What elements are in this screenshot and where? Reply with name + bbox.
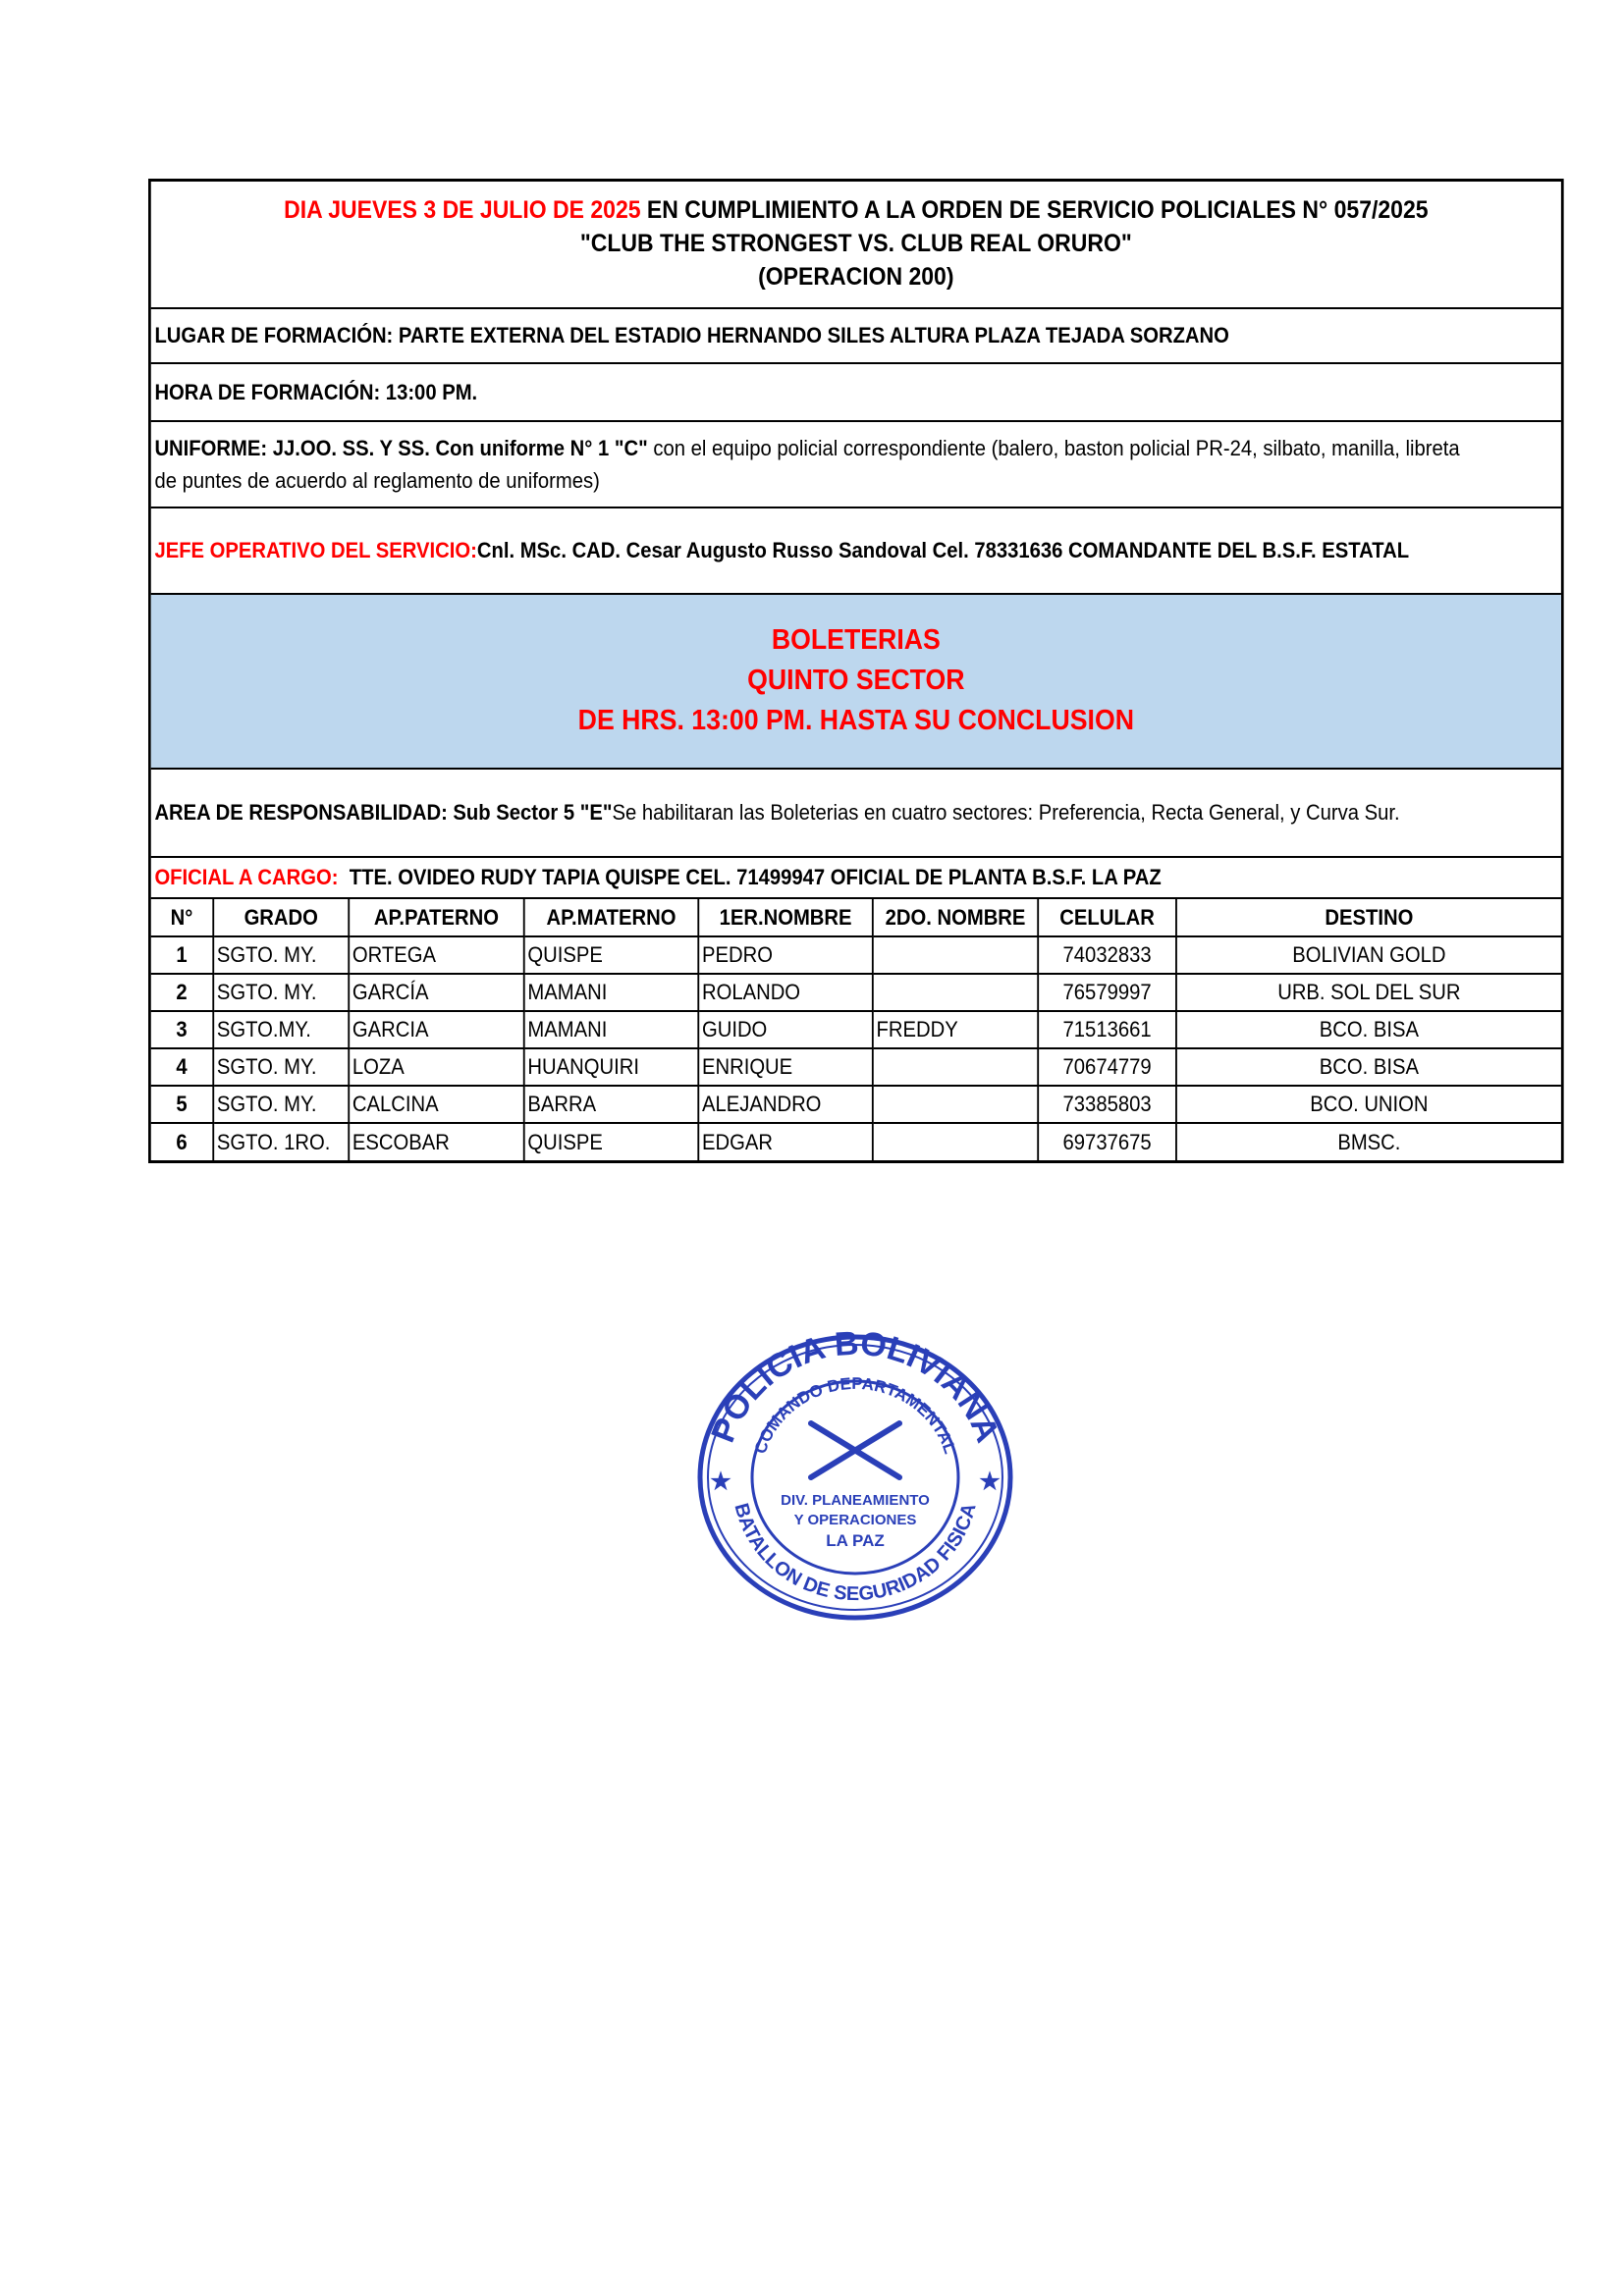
seal-outer-text: POLICIA BOLIVIANA: [704, 1330, 1006, 1448]
operations-chief: [151, 508, 1561, 595]
cell-maternal-surname: MAMANI: [524, 1011, 699, 1048]
officer-in-charge: [151, 858, 1561, 899]
formation-time: [151, 364, 1561, 422]
table-row: [151, 936, 1561, 974]
cell-destination: BMSC.: [1176, 1123, 1561, 1160]
cell-rank: SGTO. MY.: [213, 974, 349, 1011]
cell-phone: 70674779: [1038, 1048, 1176, 1086]
table-row: [151, 1011, 1561, 1048]
crossed-rifles-icon: [811, 1423, 899, 1477]
header-line-3: (OPERACION 200): [758, 263, 954, 291]
cell-first-name: ENRIQUE: [698, 1048, 873, 1086]
cell-first-name: GUIDO: [698, 1011, 873, 1048]
uniform-label: UNIFORME: JJ.OO. SS. Y SS. Con uniforme N° 1 "C": [154, 436, 648, 460]
col-header-paternal-surname: AP.PATERNO: [349, 899, 523, 936]
cell-second-name: [873, 1123, 1038, 1160]
cell-second-name: [873, 974, 1038, 1011]
cell-phone: 73385803: [1038, 1086, 1176, 1123]
seal-star-right-icon: ★: [979, 1468, 1001, 1495]
header-order: EN CUMPLIMIENTO A LA ORDEN DE SERVICIO POLICIALES N° 057/2025: [640, 196, 1429, 224]
cell-paternal-surname: GARCIA: [349, 1011, 523, 1048]
col-header-phone: CELULAR: [1038, 899, 1176, 936]
cell-destination: BCO. BISA: [1176, 1048, 1561, 1086]
cell-second-name: [873, 1086, 1038, 1123]
table-row: [151, 974, 1561, 1011]
cell-maternal-surname: BARRA: [524, 1086, 699, 1123]
cell-phone: 74032833: [1038, 936, 1176, 974]
col-header-number: N°: [151, 899, 213, 936]
cell-phone: 69737675: [1038, 1123, 1176, 1160]
cell-second-name: [873, 936, 1038, 974]
cell-rank: SGTO.MY.: [213, 1011, 349, 1048]
cell-number: 2: [151, 974, 213, 1011]
cell-number: 6: [151, 1123, 213, 1160]
header-date: DIA JUEVES 3 DE JULIO DE 2025: [284, 196, 641, 224]
cell-destination: BOLIVIAN GOLD: [1176, 936, 1561, 974]
table-row: [151, 1048, 1561, 1086]
cell-destination: URB. SOL DEL SUR: [1176, 974, 1561, 1011]
cell-destination: BCO. BISA: [1176, 1011, 1561, 1048]
cell-rank: SGTO. MY.: [213, 936, 349, 974]
service-order-document: [148, 179, 1564, 1163]
cell-paternal-surname: CALCINA: [349, 1086, 523, 1123]
cell-phone: 76579997: [1038, 974, 1176, 1011]
header-line-1: [151, 193, 1561, 227]
seal-center-line-3: LA PAZ: [826, 1531, 885, 1550]
cell-phone: 71513661: [1038, 1011, 1176, 1048]
cell-number: 1: [151, 936, 213, 974]
cell-first-name: ROLANDO: [698, 974, 873, 1011]
formation-place-text: LUGAR DE FORMACIÓN: PARTE EXTERNA DEL ESTADIO HERNANDO SILES ALTURA PLAZA TEJADA SORZANO: [154, 323, 1229, 347]
uniform-line-1: [154, 432, 1459, 464]
section-schedule: DE HRS. 13:00 PM. HASTA SU CONCLUSION: [577, 705, 1134, 736]
cell-second-name: [873, 1048, 1038, 1086]
cell-paternal-surname: LOZA: [349, 1048, 523, 1086]
table-row: [151, 1086, 1561, 1123]
personnel-table-wrap: [151, 899, 1561, 1160]
uniform-info: [151, 422, 1561, 508]
seal-inner-top-text: COMANDO DEPARTAMENTAL: [750, 1373, 960, 1457]
cell-maternal-surname: QUISPE: [524, 1123, 699, 1160]
section-title: BOLETERIAS: [771, 624, 941, 656]
cell-paternal-surname: ORTEGA: [349, 936, 523, 974]
document-header: [151, 182, 1561, 309]
table-row: [151, 1123, 1561, 1160]
responsibility-detail: Se habilitaran las Boleterias en cuatro sectores: Preferencia, Recta General, y Curva Sur.: [612, 800, 1400, 825]
table-header-row: [151, 899, 1561, 936]
cell-maternal-surname: MAMANI: [524, 974, 699, 1011]
cell-destination: BCO. UNION: [1176, 1086, 1561, 1123]
col-header-rank: GRADO: [213, 899, 349, 936]
header-line-2: "CLUB THE STRONGEST VS. CLUB REAL ORURO": [579, 230, 1132, 257]
cell-number: 5: [151, 1086, 213, 1123]
cell-second-name: FREDDY: [873, 1011, 1038, 1048]
cell-rank: SGTO. 1RO.: [213, 1123, 349, 1160]
section-banner: [151, 595, 1561, 770]
formation-place: [151, 309, 1561, 364]
cell-first-name: PEDRO: [698, 936, 873, 974]
cell-paternal-surname: ESCOBAR: [349, 1123, 523, 1160]
col-header-maternal-surname: AP.MATERNO: [524, 899, 699, 936]
col-header-second-name: 2DO. NOMBRE: [873, 899, 1038, 936]
officer-value: TTE. OVIDEO RUDY TAPIA QUISPE CEL. 71499947 OFICIAL DE PLANTA B.S.F. LA PAZ: [338, 865, 1162, 889]
seal-center-line-2: Y OPERACIONES: [793, 1512, 917, 1528]
seal-star-left-icon: ★: [710, 1468, 731, 1495]
cell-number: 3: [151, 1011, 213, 1048]
operations-chief-label: JEFE OPERATIVO DEL SERVICIO:: [154, 538, 477, 562]
personnel-table: [151, 899, 1561, 1160]
seal-center-line-1: DIV. PLANEAMIENTO: [781, 1492, 930, 1509]
cell-first-name: ALEJANDRO: [698, 1086, 873, 1123]
officer-label: OFICIAL A CARGO:: [154, 865, 339, 889]
formation-time-text: HORA DE FORMACIÓN: 13:00 PM.: [154, 379, 478, 404]
seal-bottom-text: BATALLON DE SEGURIDAD FISICA: [730, 1501, 981, 1606]
cell-rank: SGTO. MY.: [213, 1048, 349, 1086]
cell-maternal-surname: QUISPE: [524, 936, 699, 974]
cell-rank: SGTO. MY.: [213, 1086, 349, 1123]
col-header-first-name: 1ER.NOMBRE: [698, 899, 873, 936]
cell-maternal-surname: HUANQUIRI: [524, 1048, 699, 1086]
responsibility-area: [151, 770, 1561, 858]
cell-first-name: EDGAR: [698, 1123, 873, 1160]
uniform-line-2: de puntes de acuerdo al reglamento de uniformes): [154, 468, 600, 493]
police-seal: [693, 1330, 1017, 1625]
cell-number: 4: [151, 1048, 213, 1086]
operations-chief-value: Cnl. MSc. CAD. Cesar Augusto Russo Sandoval Cel. 78331636 COMANDANTE DEL B.S.F. ESTATAL: [476, 538, 1410, 562]
cell-paternal-surname: GARCÍA: [349, 974, 523, 1011]
section-sector: QUINTO SECTOR: [747, 665, 965, 696]
col-header-destination: DESTINO: [1176, 899, 1561, 936]
responsibility-label: AREA DE RESPONSABILIDAD: Sub Sector 5 "E": [154, 800, 613, 825]
uniform-detail: con el equipo policial correspondiente (balero, baston policial PR-24, silbato, manilla, libreta: [647, 436, 1460, 460]
